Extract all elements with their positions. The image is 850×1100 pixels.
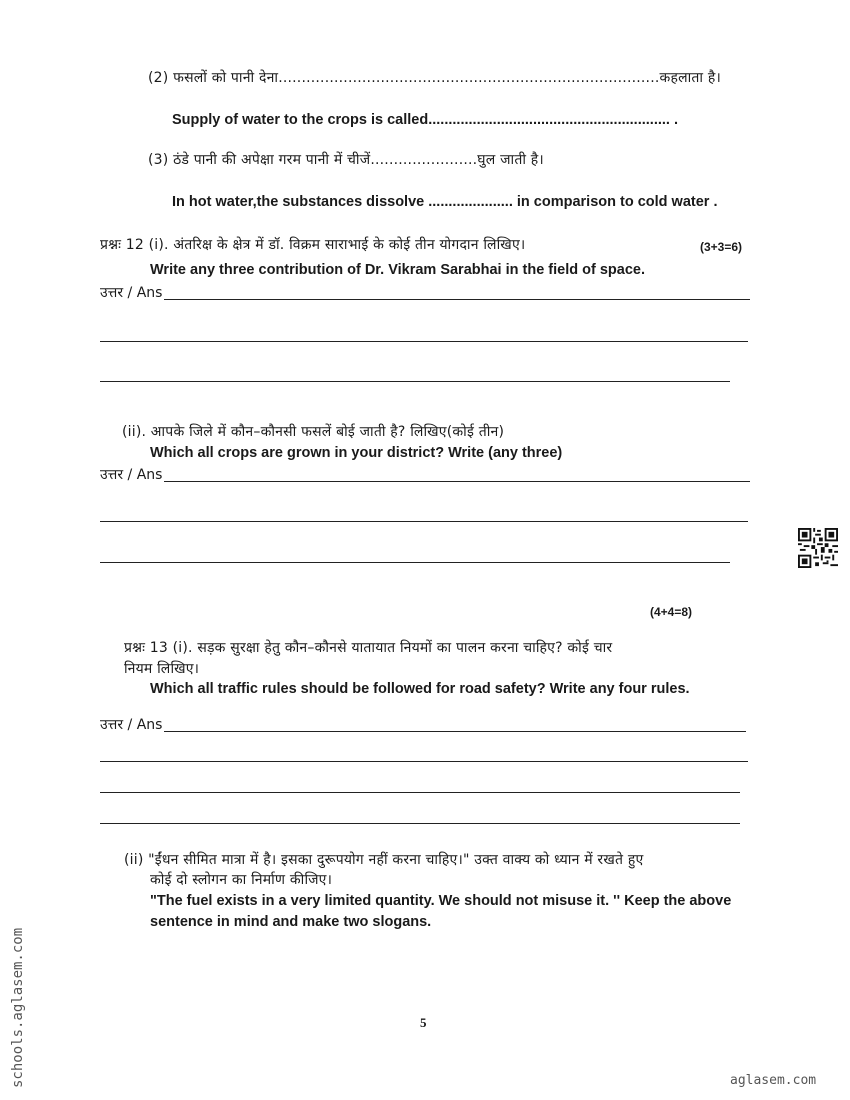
q12-marks: (3+3=6) (700, 240, 743, 254)
answer-line (100, 481, 750, 482)
watermark-bottom: aglasem.com (730, 1073, 817, 1088)
q11-item2-english: Supply of water to the crops is called............................................................ . (172, 112, 678, 128)
q13-part2-english-line1: "The fuel exists in a very limited quantity. We should not misuse it. '' Keep the above (150, 893, 732, 909)
answer-line (100, 792, 740, 793)
q11-item3-hindi: (3) ठंडे पानी की अपेक्षा गरम पानी में चीजें.......................घुल जाती है। (148, 152, 544, 168)
q11-item2-hindi: (2) फसलों को पानी देना..................................................................................कहलाता है। (148, 70, 722, 86)
q13-marks: (4+4=8) (650, 605, 693, 619)
answer-line (100, 731, 746, 732)
answer-line (100, 341, 748, 342)
page-number: 5 (420, 1015, 427, 1030)
q12-part1-english: Write any three contribution of Dr. Vikram Sarabhai in the field of space. (150, 262, 645, 278)
answer-line (100, 562, 730, 563)
answer-line (100, 521, 748, 522)
q13-part1-hindi-line1: प्रश्नः 13 (i). सड़क सुरक्षा हेतु कौन–कौनसे यातायात नियमों का पालन करना चाहिए? कोई चार (124, 640, 613, 656)
answer-line (100, 299, 750, 300)
q11-item3-english: In hot water,the substances dissolve ..................... in comparison to cold water . (172, 194, 718, 210)
q12-part2-english: Which all crops are grown in your district? Write (any three) (150, 445, 563, 461)
q13-part1-english: Which all traffic rules should be followed for road safety? Write any four rules. (150, 681, 690, 697)
qr-code-icon (798, 528, 838, 568)
watermark-side: schools.aglasem.com (10, 927, 26, 1088)
q13-part2-hindi-line1: (ii) "ईंधन सीमित मात्रा में है। इसका दुरूपयोग नहीं करना चाहिए।" उक्त वाक्य को ध्यान में रखते हुए (124, 852, 644, 868)
q12-part2-hindi: (ii). आपके जिले में कौन–कौनसी फसलें बोई जाती है? लिखिए(कोई तीन) (122, 424, 505, 440)
answer-label: उत्तर / Ans (100, 717, 163, 733)
answer-line (100, 823, 740, 824)
q12-part1-hindi: प्रश्नः 12 (i). अंतरिक्ष के क्षेत्र में डॉ. विक्रम साराभाई के कोई तीन योगदान लिखिए। (100, 237, 526, 253)
answer-line (100, 381, 730, 382)
answer-line (100, 761, 748, 762)
q13-part2-english-line2: sentence in mind and make two slogans. (150, 914, 432, 930)
q13-part1-hindi-line2: नियम लिखिए। (124, 661, 200, 677)
answer-label: उत्तर / Ans (100, 285, 163, 301)
answer-label: उत्तर / Ans (100, 467, 163, 483)
q13-part2-hindi-line2: कोई दो स्लोगन का निर्माण कीजिए। (150, 872, 333, 888)
